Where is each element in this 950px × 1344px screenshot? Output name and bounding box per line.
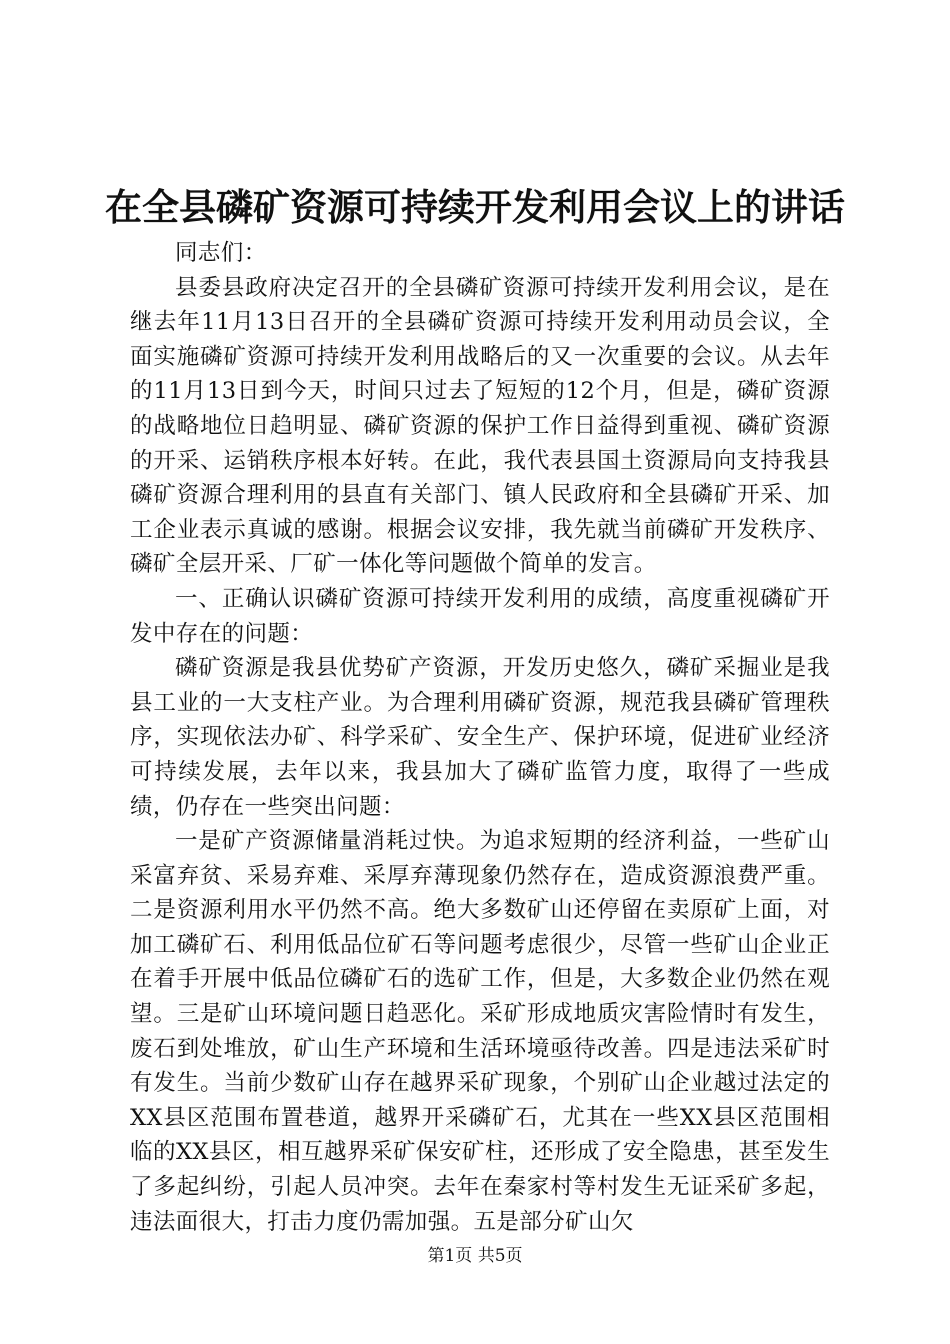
document-title: 在全县磷矿资源可持续开发利用会议上的讲话 <box>105 186 845 229</box>
paragraph-section-heading: 一、正确认识磷矿资源可持续开发利用的成绩，高度重视磷矿开发中存在的问题： <box>130 585 830 647</box>
page-footer: 第1页 共5页 <box>427 1246 523 1266</box>
document-body <box>130 236 830 1239</box>
paragraph-salutation: 同志们： <box>175 240 267 266</box>
paragraph-problems: 一是矿产资源储量消耗过快。为追求短期的经济利益，一些矿山采富弃贫、采易弃难、采厚弃薄现象仍然存在，造成资源浪费严重。二是资源利用水平仍然不高。绝大多数矿山还停留在卖原矿上面，对加工磷矿石、利用低品位矿石等问题考虑很少，尽管一些矿山企业正在着手开展中低品位磷矿石的选矿工作，但是，大多数企业仍然在观望。三是矿山环境问题日趋恶化。采矿形成地质灾害险情时有发生，废石到处堆放，矿山生产环境和生活环境亟待改善。四是违法采矿时有发生。当前少数矿山存在越界采矿现象，个别矿山企业越过法定的XX县区范围布置巷道，越界开采磷矿石，尤其在一些XX县区范围相临的XX县区，相互越界采矿保安矿柱，还形成了安全隐患，甚至发生了多起纠纷，引起人员冲突。去年在秦家村等村发生无证采矿多起，违法面很大，打击力度仍需加强。五是部分矿山欠 <box>130 828 830 1235</box>
paragraph-background: 磷矿资源是我县优势矿产资源，开发历史悠久，磷矿采掘业是我县工业的一大支柱产业。为合理利用磷矿资源，规范我县磷矿管理秩序，实现依法办矿、科学采矿、安全生产、保护环境，促进矿业经济可持续发展，去年以来，我县加大了磷矿监管力度，取得了一些成绩，仍存在一些突出问题： <box>130 655 830 820</box>
paragraph-introduction: 县委县政府决定召开的全县磷矿资源可持续开发利用会议，是在继去年11月13日召开的全县磷矿资源可持续开发利用动员会议，全面实施磷矿资源可持续开发利用战略后的又一次重要的会议。从去年的11月13日到今天，时间只过去了短短的12个月，但是，磷矿资源的战略地位日趋明显、磷矿资源的保护工作日益得到重视、磷矿资源的开采、运销秩序根本好转。在此，我代表县国土资源局向支持我县磷矿资源合理利用的县直有关部门、镇人民政府和全县磷矿开采、加工企业表示真诚的感谢。根据会议安排，我先就当前磷矿开发秩序、磷矿全层开采、厂矿一体化等问题做个简单的发言。 <box>130 274 830 578</box>
